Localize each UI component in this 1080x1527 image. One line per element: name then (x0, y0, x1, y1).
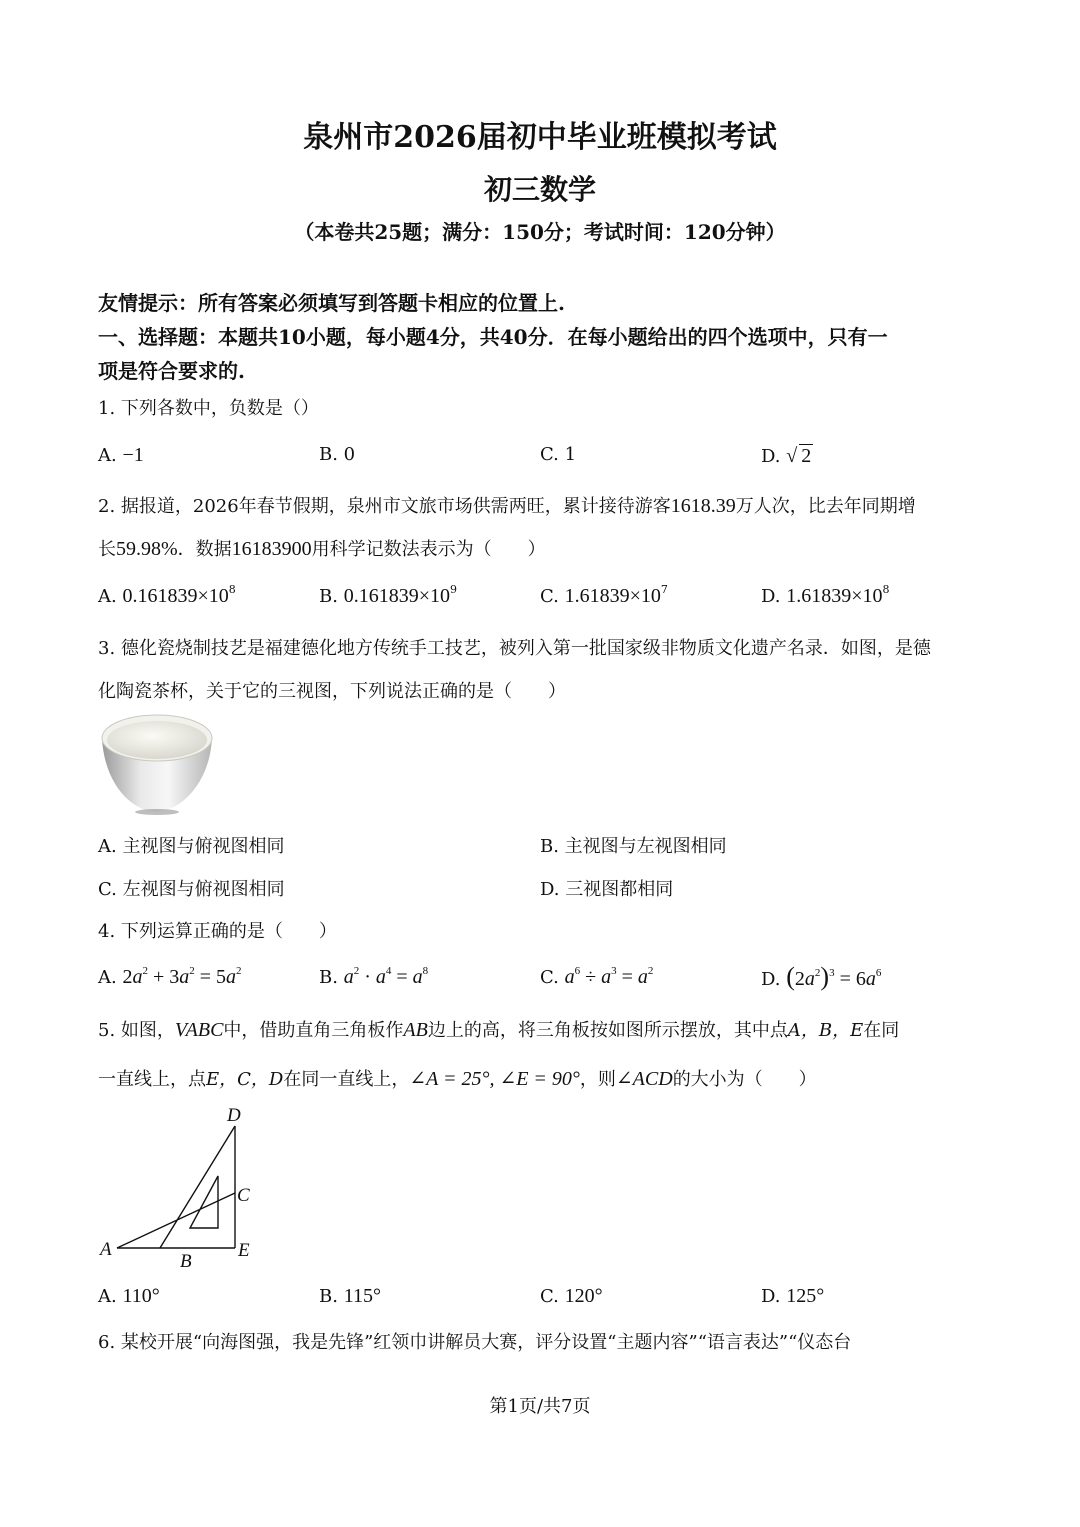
q4-option-a (98, 966, 242, 989)
q2-c-label: C. (540, 586, 559, 607)
q2-l1-b: 万人次，比去年同期增 (735, 496, 916, 517)
label-A: A (100, 1239, 112, 1260)
q3-line2: 化陶瓷茶杯，关于它的三视图，下列说法正确的是（ ） (98, 681, 566, 702)
q5-l1-b: 中，借助直角三角板作 (223, 1020, 404, 1041)
inner-triangle (190, 1176, 218, 1228)
q4-d-label: D. (761, 969, 781, 990)
label-B: B (180, 1251, 192, 1272)
section1-line1: 一、选择题：本题共10小题，每小题4分，共40分．在每小题给出的四个选项中，只有一 (98, 325, 888, 349)
q1-option-c: C. 1 (540, 444, 577, 465)
q5-a-label: A. (98, 1286, 117, 1307)
q5-l1-e: 在同 (863, 1020, 900, 1041)
q4-option-b (319, 966, 428, 989)
q5-c-label: C. (540, 1286, 559, 1307)
q2-c-exp: 7 (660, 583, 668, 596)
q5-d-label: D. (761, 1286, 781, 1307)
q2-b-base: 0.161839×10 (343, 585, 450, 607)
q5-l2-d: ，则 (579, 1069, 616, 1090)
q4-stem: 4. 下列运算正确的是（ ） (98, 921, 337, 942)
q5-c-value: 120° (564, 1285, 603, 1307)
q2-a-exp: 8 (228, 583, 236, 596)
q4-c-label: C. (540, 967, 559, 988)
q4-option-c (540, 966, 653, 989)
q2-l1-num: 1618.39 (670, 495, 736, 517)
q2-a-base: 0.161839×10 (122, 585, 229, 607)
q5-l2-c: 在同一直线上， (283, 1069, 410, 1090)
q1-option-b: B. 0 (319, 444, 356, 465)
q2-option-c (540, 585, 668, 608)
q4-option-d (761, 962, 881, 992)
label-E: E (238, 1240, 250, 1261)
q1-a-value: −1 (122, 444, 144, 466)
q2-d-label: D. (761, 586, 781, 607)
q2-option-a (98, 585, 236, 608)
exam-title: 泉州市2026届初中毕业班模拟考试 (303, 120, 777, 155)
q5-b-label: B. (319, 1286, 338, 1307)
page-footer: 第1页/共7页 (489, 1396, 591, 1417)
q5-l2-acd: ∠ACD (615, 1068, 673, 1090)
q2-l2-num: 59.98% (116, 538, 178, 560)
line-BD (160, 1126, 235, 1248)
q1-stem: 1. 下列各数中，负数是（） (98, 398, 319, 419)
q3-option-c: C. 左视图与俯视图相同 (98, 879, 285, 900)
q2-option-b (319, 585, 457, 608)
q5-line1 (98, 1016, 899, 1042)
q3-option-d: D. 三视图都相同 (540, 879, 674, 900)
exam-info: （本卷共25题；满分：150分；考试时间：120分钟） (294, 220, 786, 244)
label-D: D (227, 1105, 241, 1126)
exam-subject: 初三数学 (483, 173, 596, 206)
q4-a-expr: $2a^2 + 3a^2 = 5a^2$ (122, 965, 242, 988)
q2-line1 (98, 492, 916, 518)
q1-a-label: A. (98, 445, 117, 466)
label-C: C (237, 1185, 250, 1206)
q5-l2-b: E，C，D (206, 1069, 284, 1090)
teacup-image (98, 710, 216, 816)
q5-b-value: 115° (343, 1285, 381, 1307)
q4-d-expr: $(2a^2)^3 = 6a^6$ (786, 962, 882, 991)
q4-a-label: A. (98, 967, 117, 988)
q5-d-value: 125° (786, 1285, 825, 1307)
q5-l1-d: A，B，E (787, 1020, 864, 1041)
q5-figure (90, 1100, 270, 1275)
q5-l2-angle: ∠A = 25°, ∠E = 90° (409, 1068, 580, 1090)
q5-option-a (98, 1285, 160, 1308)
q3-option-a: A. 主视图与俯视图相同 (98, 836, 285, 857)
q5-option-d (761, 1285, 824, 1308)
q2-option-d (761, 585, 890, 608)
q5-line2 (98, 1065, 817, 1091)
q2-d-base: 1.61839×10 (786, 585, 883, 607)
q2-c-base: 1.61839×10 (564, 585, 661, 607)
sqrt-symbol: √ 2 (786, 445, 812, 467)
q1-option-d (761, 444, 813, 468)
section1-line2: 项是符合要求的. (98, 359, 245, 383)
q2-line2 (98, 535, 546, 561)
q4-c-expr: $a^6 \div a^3 = a^2$ (564, 965, 654, 988)
q4-b-expr: $a^2 \cdot a^4 = a^8$ (343, 965, 429, 988)
q5-l1-c: 边上的高，将三角板按如图所示摆放，其中点 (427, 1020, 788, 1041)
q3-option-b: B. 主视图与左视图相同 (540, 836, 727, 857)
q5-l1-tri: VABC (174, 1019, 224, 1041)
q5-l1-a: 5. 如图， (98, 1020, 175, 1041)
q5-l1-ab: AB (403, 1019, 428, 1041)
q5-option-c (540, 1285, 603, 1308)
q6-line1: 6. 某校开展“向海图强，我是先锋”红领巾讲解员大赛，评分设置“主题内容”“语言表达”“仪态台 (98, 1332, 852, 1353)
q1-option-a (98, 444, 144, 467)
q2-b-label: B. (319, 586, 338, 607)
q5-option-b (319, 1285, 381, 1308)
q4-b-label: B. (319, 967, 338, 988)
q2-l1-a: 2. 据报道，2026年春节假期，泉州市文旅市场供需两旺，累计接待游客 (98, 496, 671, 517)
q5-l2-e: 的大小为（ ） (672, 1069, 817, 1090)
hint-text: 友情提示：所有答案必须填写到答题卡相应的位置上. (98, 291, 565, 315)
q2-l2-a: 长 (98, 539, 116, 560)
q1-d-radicand: 2 (801, 445, 812, 467)
q5-l2-a: 一直线上，点 (98, 1069, 206, 1090)
q2-l2-b: ．数据 (177, 539, 232, 560)
q1-d-label: D. (761, 446, 781, 467)
q5-a-value: 110° (122, 1285, 160, 1307)
q2-a-label: A. (98, 586, 117, 607)
q2-l2-num2: 16183900 (231, 538, 312, 560)
q2-l2-c: 用科学记数法表示为（ ） (311, 539, 546, 560)
q2-d-exp: 8 (882, 583, 890, 596)
q3-line1: 3. 德化瓷烧制技艺是福建德化地方传统手工技艺，被列入第一批国家级非物质文化遗产名录．如图，是德 (98, 638, 931, 659)
q2-b-exp: 9 (449, 583, 457, 596)
